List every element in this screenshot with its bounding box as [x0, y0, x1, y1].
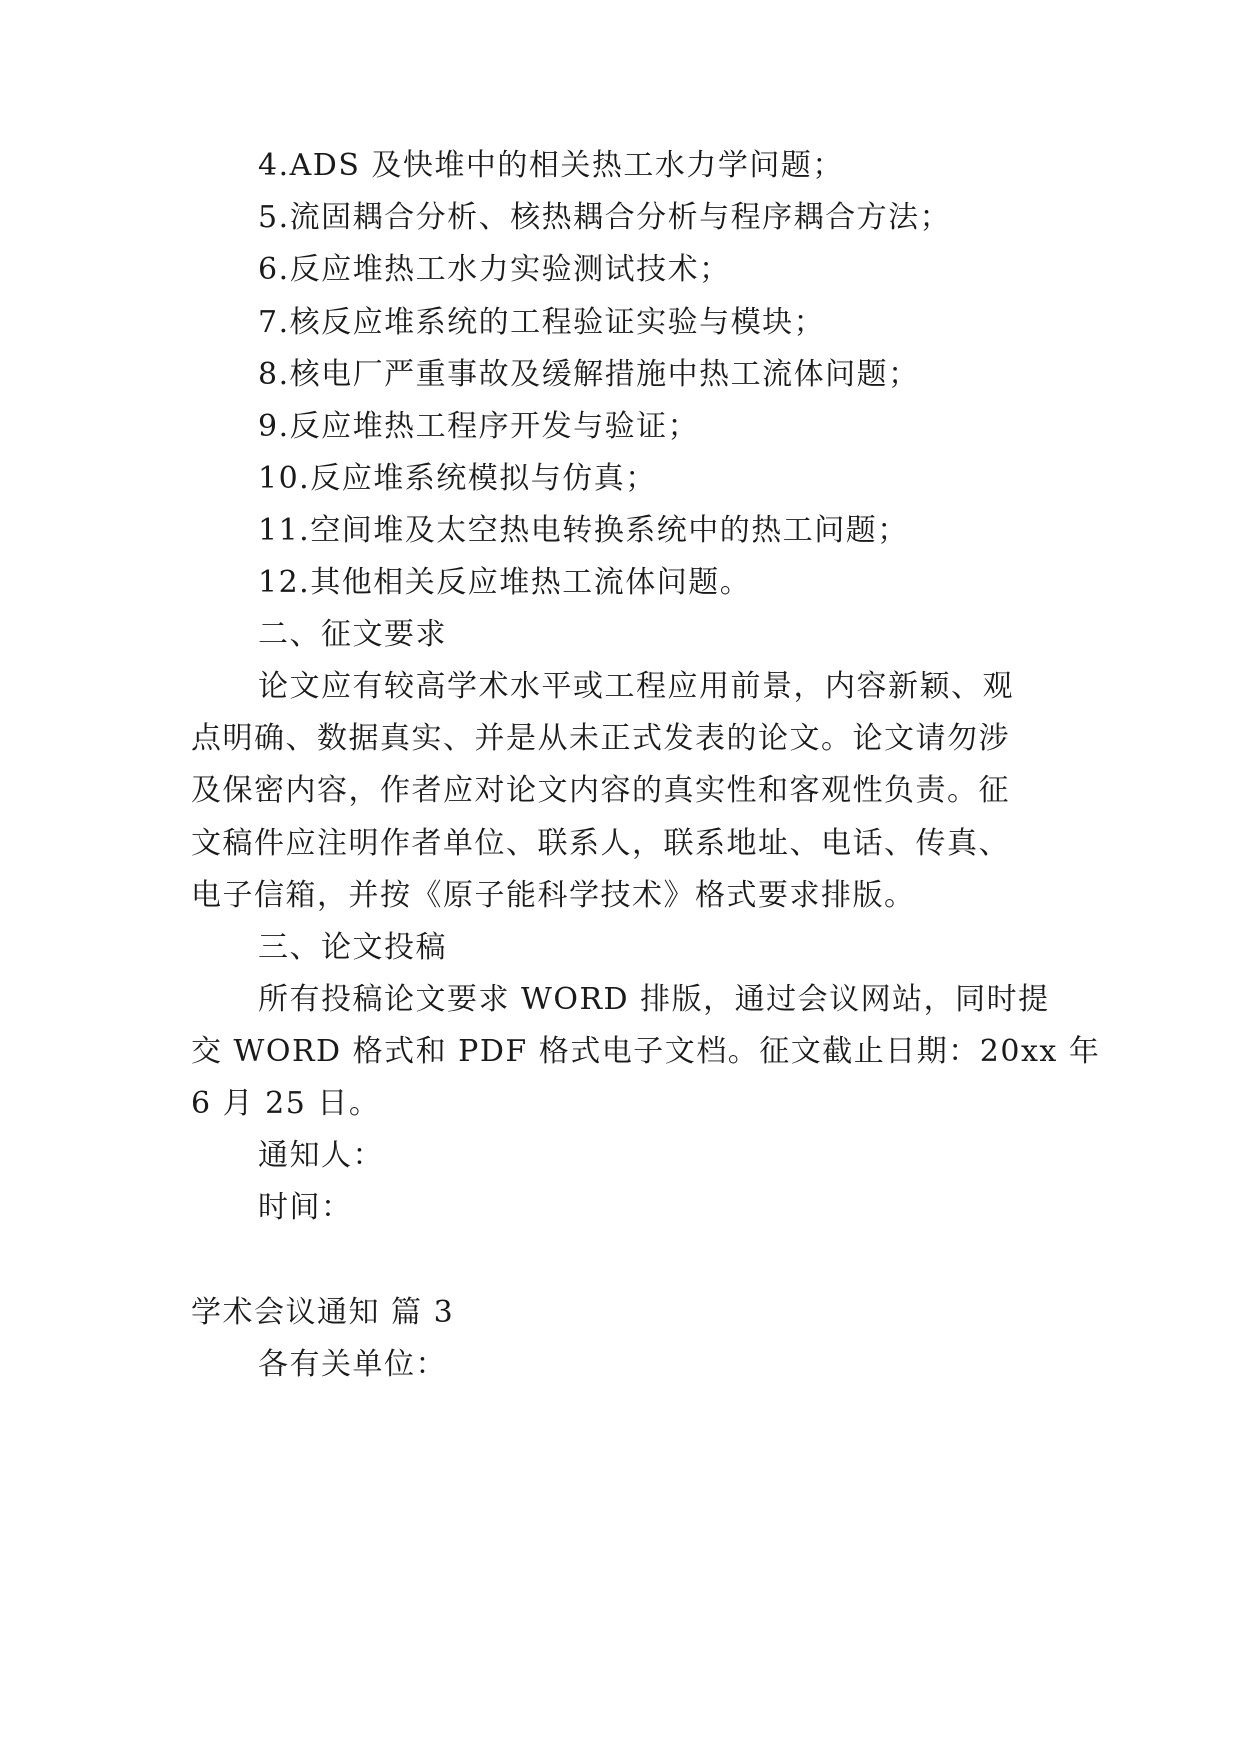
list-item: 7.核反应堆系统的工程验证实验与模块； [258, 305, 826, 340]
list-item: 6.反应堆热工水力实验测试技术； [258, 252, 731, 287]
paragraph-line: 电子信箱，并按《原子能科学技术》格式要求排版。 [191, 878, 916, 913]
paragraph-line: 点明确、数据真实、并是从未正式发表的论文。论文请勿涉 [191, 721, 1010, 756]
section-heading: 二、征文要求 [258, 617, 447, 652]
list-item: 10.反应堆系统模拟与仿真； [258, 461, 657, 496]
notifier-label: 通知人： [258, 1138, 384, 1173]
list-item: 12.其他相关反应堆热工流体问题。 [258, 565, 752, 600]
section-title: 学术会议通知 篇 3 [191, 1295, 455, 1330]
list-item: 9.反应堆热工程序开发与验证； [258, 409, 700, 444]
paragraph-line: 所有投稿论文要求 WORD 排版，通过会议网站，同时提 [258, 982, 1050, 1017]
time-label: 时间： [258, 1190, 353, 1225]
section-heading: 三、论文投稿 [258, 930, 447, 965]
paragraph-line: 及保密内容，作者应对论文内容的真实性和客观性负责。征 [191, 773, 1010, 808]
list-item: 8.核电厂严重事故及缓解措施中热工流体问题； [258, 357, 920, 392]
list-item: 4.ADS 及快堆中的相关热工水力学问题； [258, 148, 844, 183]
salutation: 各有关单位： [258, 1347, 447, 1382]
paragraph-line: 论文应有较高学术水平或工程应用前景，内容新颖、观 [258, 669, 1014, 704]
list-item: 5.流固耦合分析、核热耦合分析与程序耦合方法； [258, 200, 952, 235]
paragraph-line: 文稿件应注明作者单位、联系人，联系地址、电话、传真、 [191, 826, 1010, 861]
paragraph-line: 6 月 25 日。 [191, 1086, 381, 1121]
list-item: 11.空间堆及太空热电转换系统中的热工问题； [258, 513, 909, 548]
paragraph-line: 交 WORD 格式和 PDF 格式电子文档。征文截止日期：20xx 年 [191, 1034, 1101, 1069]
